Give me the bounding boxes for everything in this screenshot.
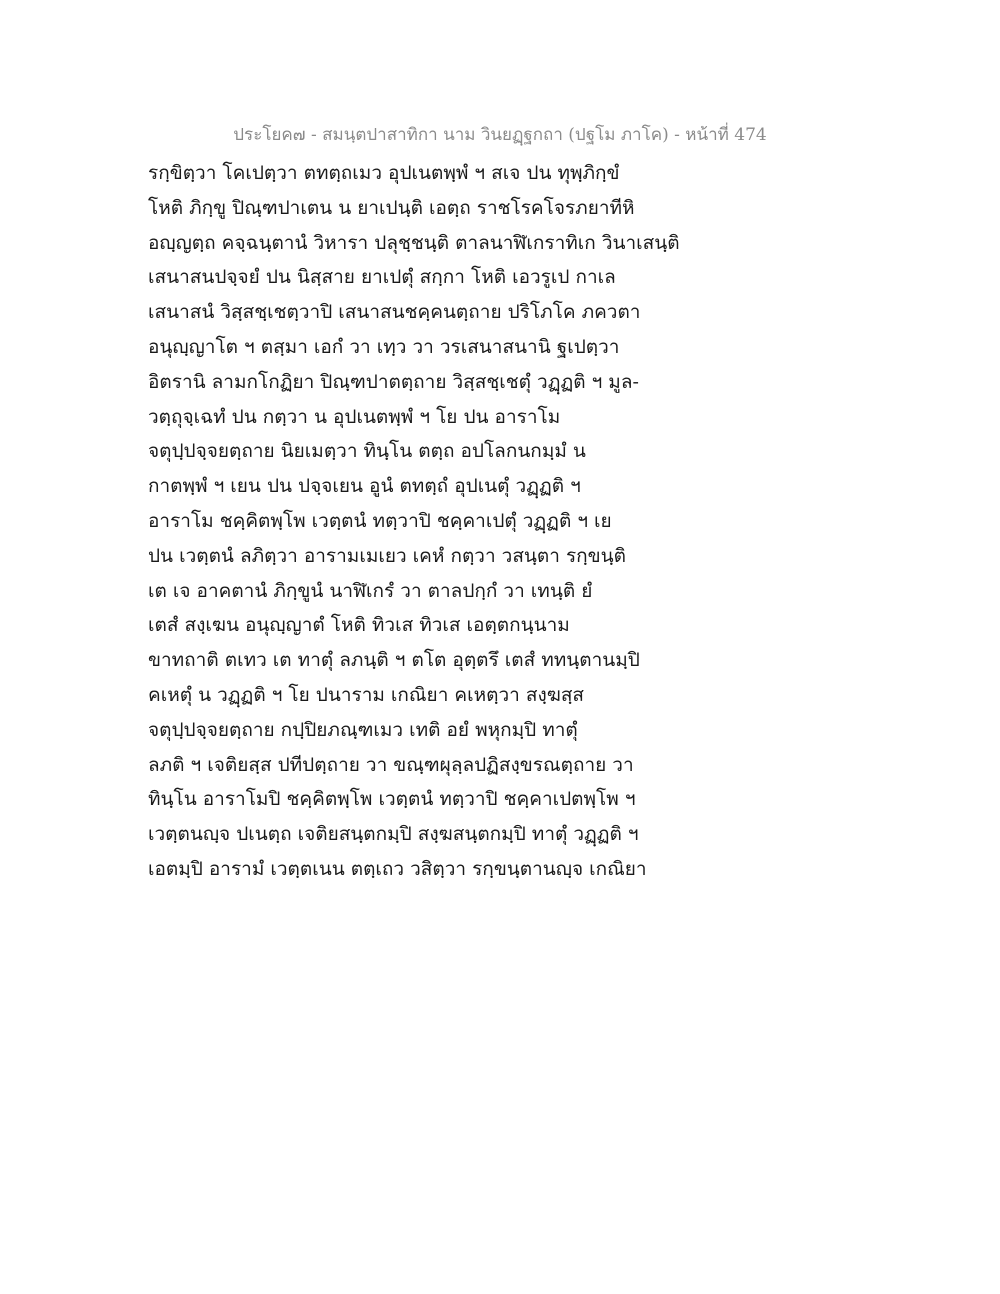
- text-line: วตฺถุจฺเฉทํ ปน กตฺวา น อุปเนตพฺพํ ฯ โย ปน อาราโม: [148, 405, 561, 428]
- text-line: กาตพฺพํ ฯ เยน ปน ปจฺจเยน อูนํ ตทตฺถํ อุปเนตุํ วฏฺฏติ ฯ: [148, 475, 581, 498]
- text-line: อิตรานิ ลามกโกฏิยา ปิณฺฑปาตตฺถาย วิสฺสชฺเชตุํ วฏฺฏติ ฯ มูล-: [148, 370, 639, 393]
- text-line: ปน เวตฺตนํ ลภิตฺวา อารามเมเยว เคหํ กตฺวา วสนฺตา รกฺขนฺติ: [148, 544, 626, 567]
- body-text: [148, 156, 848, 887]
- text-line: ทินฺโน อาราโมปิ ชคฺคิตพฺโพ เวตฺตนํ ทตฺวาปิ ชคฺคาเปตพฺโพ ฯ: [148, 788, 636, 811]
- text-line: ลภติ ฯ เจติยสฺส ปทีปตฺถาย วา ขณฺฑผุลฺลปฏิสงฺขรณตฺถาย วา: [148, 753, 634, 776]
- text-line: อาราโม ชคฺคิตพฺโพ เวตฺตนํ ทตฺวาปิ ชคฺคาเปตุํ วฏฺฏติ ฯ เย: [148, 509, 612, 532]
- text-line: เอตมฺปิ อารามํ เวตฺตเนน ตตฺเถว วสิตฺวา รกฺขนฺตานญฺจ เกณิยา: [148, 857, 647, 880]
- text-line: เตสํ สงฺเฆน อนุญฺญาตํ โหติ ทิวเส ทิวเส เอตฺตกนฺนาม: [148, 614, 570, 637]
- text-line: เวตฺตนญฺจ ปเนตฺถ เจติยสนฺตกมฺปิ สงฺฆสนฺตกมฺปิ ทาตุํ วฏฺฏติ ฯ: [148, 823, 639, 846]
- text-line: จตุปฺปจฺจยตฺถาย นิยเมตฺวา ทินฺโน ตตฺถ อปโลกนกมฺมํ น: [148, 440, 586, 463]
- text-line: เสนาสนํ วิสฺสชฺเชตฺวาปิ เสนาสนชคฺคนตฺถาย ปริโภโค ภควตา: [148, 301, 641, 324]
- text-line: ขาทถาติ ตเทว เต ทาตุํ ลภนฺติ ฯ ตโต อุตฺตรึ เตสํ ททนฺตานมฺปิ: [148, 649, 640, 672]
- text-line: เต เจ อาคตานํ ภิกฺขูนํ นาฬิเกรํ วา ตาลปกฺกํ วา เทนฺติ ยํ: [148, 579, 593, 602]
- text-line: อญฺญตฺถ คจฺฉนฺตานํ วิหารา ปลุชฺชนฺติ ตาลนาฬิเกราทิเก วินาเสนฺติ: [148, 231, 680, 254]
- text-line: รกฺขิตฺวา โคเปตฺวา ตทตฺถเมว อุปเนตพฺพํ ฯ สเจ ปน ทุพฺภิกฺขํ: [148, 162, 620, 184]
- text-line: คเหตุํ น วฏฺฏติ ฯ โย ปนาราม เกณิยา คเหตฺวา สงฺฆสฺส: [148, 683, 585, 706]
- text-line: โหติ ภิกฺขู ปิณฺฑปาเตน น ยาเปนฺติ เอตฺถ ราชโรคโจรภยาทีหิ: [148, 196, 635, 219]
- text-line: เสนาสนปจฺจยํ ปน นิสฺสาย ยาเปตุํ สกฺกา โหติ เอวรูเป กาเล: [148, 266, 616, 289]
- text-line: จตุปฺปจฺจยตฺถาย กปฺปิยภณฺฑเมว เทติ อยํ พหุกมฺปิ ทาตุํ: [148, 718, 578, 741]
- running-header: ประโยค๗ - สมนฺตปาสาทิกา นาม วินยฏฺฐกถา (ปฐโม ภาโค) - หน้าที่ 474: [233, 125, 767, 145]
- text-line: อนุญฺญาโต ฯ ตสฺมา เอกํ วา เทฺว วา วรเสนาสนานิ ฐเปตฺวา: [148, 335, 620, 358]
